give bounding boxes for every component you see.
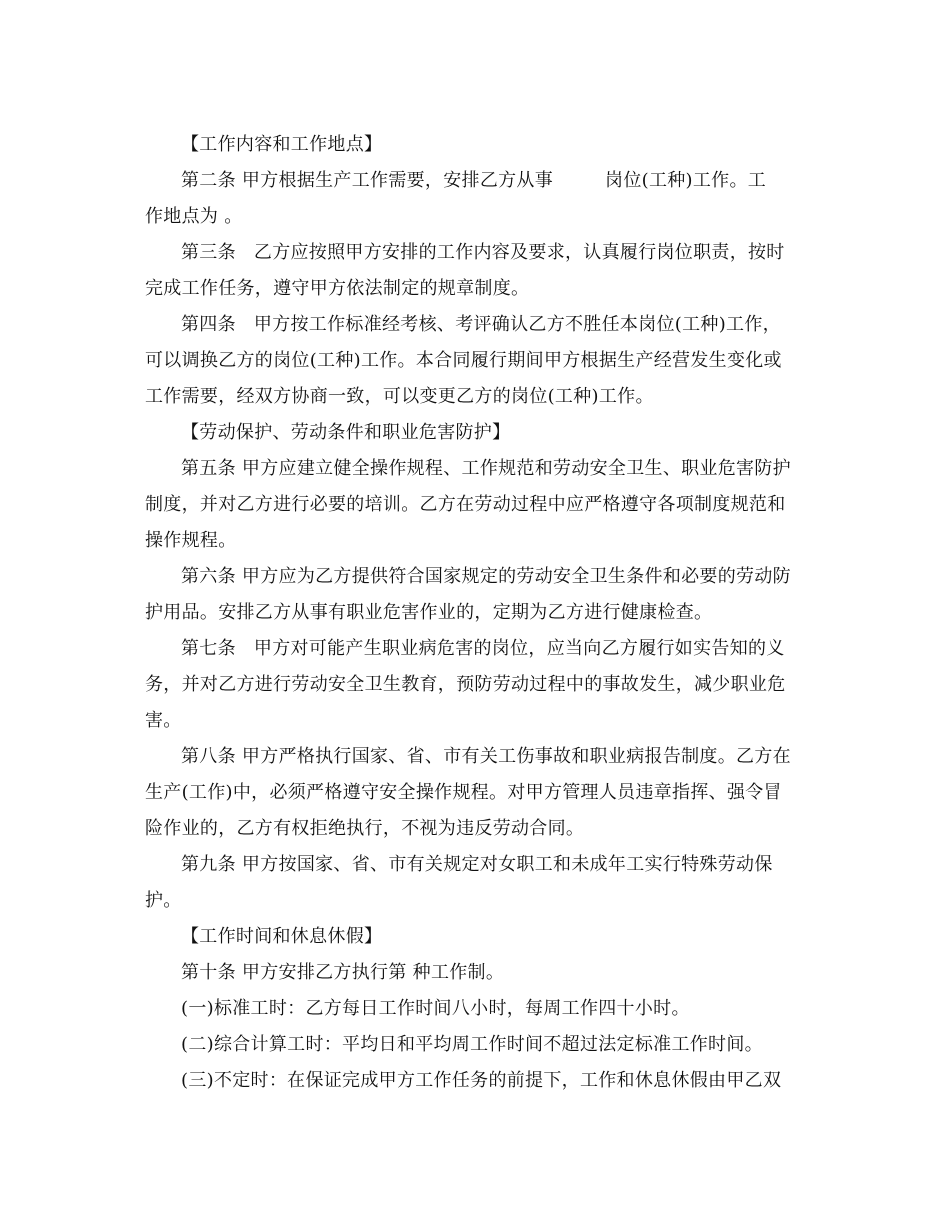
article-9-line-1: 第九条 甲方按国家、省、市有关规定对女职工和未成年工实行特殊劳动保 xyxy=(181,854,773,875)
article-10-line-1: 第十条 甲方安排乙方执行第 种工作制。 xyxy=(181,962,505,983)
article-7-line-1 xyxy=(181,631,785,667)
section-heading-work-content: 【工作内容和工作地点】 xyxy=(181,134,383,155)
article-2-line-2: 作地点为 。 xyxy=(145,206,243,227)
article-8-line-3: 险作业的，乙方有权拒绝执行，不视为违反劳动合同。 xyxy=(145,818,585,839)
article-6-line-2: 护用品。安排乙方从事有职业危害作业的，定期为乙方进行健康检查。 xyxy=(145,602,713,623)
article-7-number: 第七条 xyxy=(181,638,236,659)
article-3-number: 第三条 xyxy=(181,242,236,263)
article-4-line-3: 工作需要，经双方协商一致，可以变更乙方的岗位(工种)工作。 xyxy=(145,386,654,407)
article-4-line-2: 可以调换乙方的岗位(工种)工作。本合同履行期间甲方根据生产经营发生变化或 xyxy=(145,350,782,371)
article-10-item-1: (一)标准工时：乙方每日工作时间八小时，每周工作四十小时。 xyxy=(181,998,690,1019)
article-2-line-1 xyxy=(181,163,766,199)
article-3-line-2: 完成工作任务，遵守甲方依法制定的规章制度。 xyxy=(145,278,530,299)
article-8-line-1: 第八条 甲方严格执行国家、省、市有关工伤事故和职业病报告制度。乙方在 xyxy=(181,746,791,767)
article-2-text-a: 第二条 甲方根据生产工作需要，安排乙方从事 xyxy=(181,170,554,191)
article-7-line-2: 务，并对乙方进行劳动安全卫生教育，预防劳动过程中的事故发生，减少职业危 xyxy=(145,674,786,695)
article-7-line-3: 害。 xyxy=(145,710,182,731)
article-4-text: 甲方按工作标准经考核、考评确认乙方不胜任本岗位(工种)工作， xyxy=(253,314,781,335)
article-5-line-3: 操作规程。 xyxy=(145,530,237,551)
article-9-line-2: 护。 xyxy=(145,890,182,911)
article-4-number: 第四条 xyxy=(181,314,236,335)
article-5-line-1: 第五条 甲方应建立健全操作规程、工作规范和劳动安全卫生、职业危害防护 xyxy=(181,458,791,479)
article-8-line-2: 生产(工作)中，必须严格遵守安全操作规程。对甲方管理人员违章指挥、强令冒 xyxy=(145,782,782,803)
section-heading-working-hours: 【工作时间和休息休假】 xyxy=(181,926,383,947)
article-6-line-1: 第六条 甲方应为乙方提供符合国家规定的劳动安全卫生条件和必要的劳动防 xyxy=(181,566,791,587)
article-3-line-1 xyxy=(181,235,785,271)
article-10-item-2: (二)综合计算工时：平均日和平均周工作时间不超过法定标准工作时间。 xyxy=(181,1034,763,1055)
article-4-line-1 xyxy=(181,307,781,343)
article-5-line-2: 制度，并对乙方进行必要的培训。乙方在劳动过程中应严格遵守各项制度规范和 xyxy=(145,494,786,515)
section-heading-labor-protection: 【劳动保护、劳动条件和职业危害防护】 xyxy=(181,422,511,443)
article-7-text: 甲方对可能产生职业病危害的岗位，应当向乙方履行如实告知的义 xyxy=(253,638,785,659)
article-3-text: 乙方应按照甲方安排的工作内容及要求，认真履行岗位职责，按时 xyxy=(253,242,785,263)
article-10-item-3: (三)不定时：在保证完成甲方工作任务的前提下，工作和休息休假由甲乙双 xyxy=(181,1070,782,1091)
article-2-text-b: 岗位(工种)工作。工 xyxy=(605,170,767,191)
